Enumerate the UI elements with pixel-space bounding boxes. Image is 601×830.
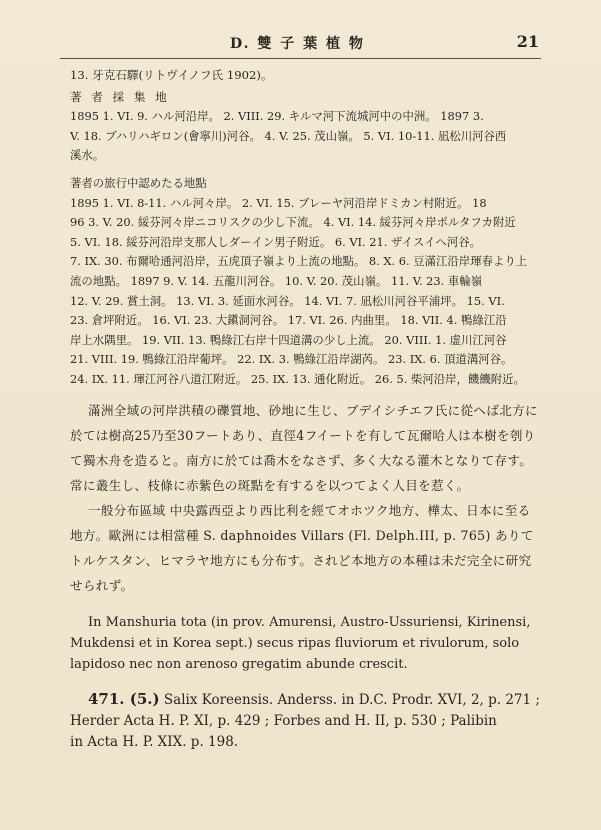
description-line: 滿洲全域の河岸洪積の礫質地、砂地に生じ、ブデイシチエフ氏に從へば北方に	[88, 402, 538, 418]
collector-line: 1895 1. VI. 9. ハル河沿岸。 2. VIII. 29. キルマ河下流城河中の中洲。 1897 3.	[70, 109, 484, 124]
distribution-line: トルケスタン、ヒマラヤ地方にも分布す。されど本地方の本種は未だ完全に研究	[70, 552, 532, 568]
latin-line: Mukdensi et in Korea sept.) secus ripas fluviorum et rivulorum, solo	[70, 635, 520, 651]
travel-line: 岸上水隅里。 19. VII. 13. 鴨綠江右岸十四道溝の少し上流。 20. VIII. 1. 虚川江河谷	[70, 332, 507, 347]
travel-line: 23. 倉坪附近。 16. VI. 23. 大鎭洞河谷。 17. VI. 26. 内曲里。 18. VII. 4. 鴨綠江沿	[70, 313, 507, 328]
latin-line: In Manshuria tota (in prov. Amurensi, Austro-Ussuriensi, Kirinensi,	[88, 614, 531, 630]
distribution-line: 地方。歐洲には相當種 S. daphnoides Villars (Fl. Delph.III, p. 765) ありて	[70, 527, 534, 543]
travel-line: 12. V. 29. 賞土洞。 13. VI. 3. 延面水河谷。 14. VI. 7. 凪松川河谷平浦坪。 15. VI.	[70, 293, 505, 308]
travel-line: 7. IX. 30. 布爾哈通河沿岸，五虎頂子嶺より上流の地點。 8. X. 6. 豆滿江沿岸琿春より上	[70, 254, 528, 269]
travel-line: 96 3. V. 20. 綏芬河々岸ニコリスクの少し下流。 4. VI. 14. 綏芬河々岸ポルタフカ附近	[70, 215, 516, 230]
page-content	[70, 66, 548, 753]
page-number: 21	[516, 32, 539, 51]
collector-line: 溪水。	[70, 148, 105, 163]
description-line: 常に叢生し、枝條に赤紫色の斑點を有するを以つてよく人目を惹く。	[70, 477, 470, 493]
species-entry-text: Salix Koreensis. Anderss. in D.C. Prodr. XVI, 2, p. 271 ;	[163, 691, 540, 708]
header-title: D. 雙 子 葉 植 物	[230, 36, 365, 52]
travel-line: 5. VI. 18. 綏芬河沿岸支那人しダーイン男子附近。 6. VI. 21. ザイスイヘ河谷。	[70, 234, 482, 249]
distribution-line: 一般分布區域 中央露西亞より西比利を經てオホツク地方、樺太、日本に至る	[88, 502, 531, 518]
collector-heading: 著 者 採 集 地	[70, 89, 170, 104]
species-entry-line: in Acta H. P. XIX. p. 198.	[70, 733, 239, 750]
description-line: 於ては樹高25乃至30フートあり、直徑4フイートを有して瓦爾哈人は本樹を刳り	[70, 427, 536, 443]
travel-line: 1895 1. VI. 8-11. ハル河々岸。 2. VI. 15. ブレーヤ河沿岸ドミカン村附近。 18	[70, 195, 487, 210]
reference-13: 13. 牙克石驛(リトヴイノフ氏 1902)。	[70, 68, 273, 82]
species-entry-line: Herder Acta H. P. XI, p. 429 ; Forbes and H. II, p. 530 ; Palibin	[70, 712, 497, 729]
species-entry-line	[70, 689, 548, 711]
latin-line: lapidoso nec non arenoso gregatim abunde crescit.	[70, 656, 408, 672]
distribution-line: せられず。	[70, 577, 134, 593]
travel-heading: 著者の旅行中認めたる地點	[70, 175, 207, 190]
collector-line: V. 18. ブハリハギロン(會寧川)河谷。 4. V. 25. 茂山嶺。 5. VI. 10-11. 凪松川河谷西	[70, 128, 507, 143]
species-entry-number: 471. (5.)	[88, 689, 160, 708]
page-header	[60, 30, 541, 59]
description-line: て獨木舟を造ると。南方に於ては喬木をなさず、多く大なる灌木となりて存す。	[70, 452, 533, 468]
travel-line: 21. VIII. 19. 鴨綠江沿岸葡坪。 22. IX. 3. 鴨綠江沿岸湖芮。 23. IX. 6. 頂道溝河谷。	[70, 352, 513, 367]
travel-line: 流の地點。 1897 9. V. 14. 五龍川河谷。 10. V. 20. 茂山嶺。 11. V. 23. 車輪嶺	[70, 273, 483, 288]
travel-line: 24. IX. 11. 琿江河谷八道江附近。 25. IX. 13. 通化附近。 26. 5. 柴河沿岸，饑饑附近。	[70, 371, 525, 386]
